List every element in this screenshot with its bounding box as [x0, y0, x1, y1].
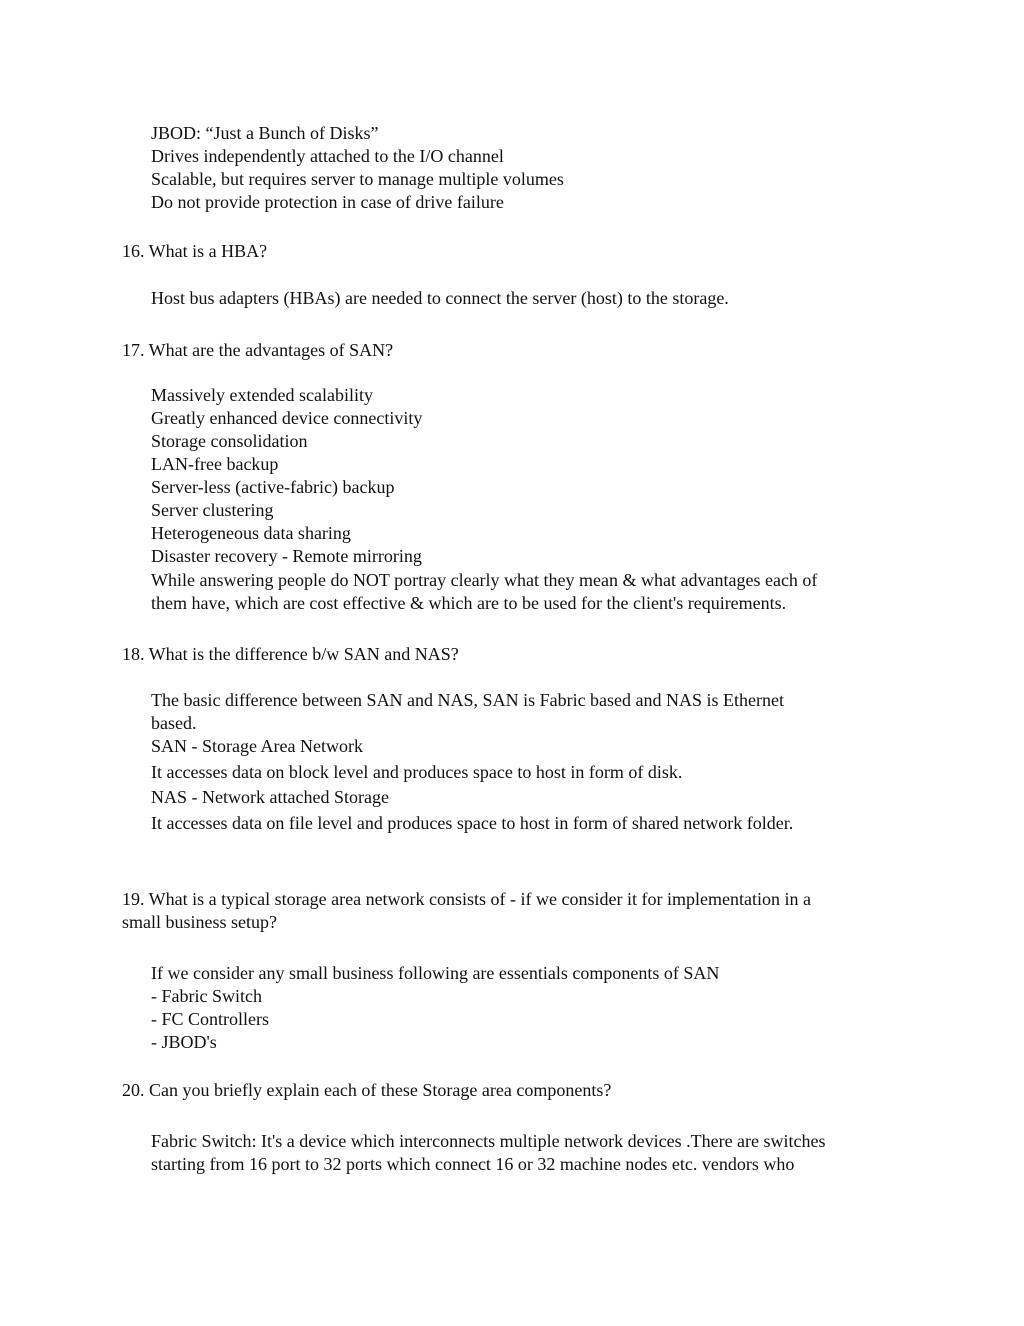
intro-line: Do not provide protection in case of drive failure [151, 192, 504, 212]
answer-17-line: Heterogeneous data sharing [151, 523, 351, 543]
answer-19-line: - FC Controllers [151, 1009, 270, 1029]
question-18: 18. What is the difference b/w SAN and NAS? [122, 644, 459, 664]
question-19-line: 19. What is a typical storage area network consists of - if we consider it for implementation in a [122, 889, 811, 909]
answer-17-line: While answering people do NOT portray clearly what they mean & what advantages each of [151, 570, 818, 590]
answer-18-line: based. [151, 713, 197, 733]
answer-17-line: LAN-free backup [151, 454, 279, 474]
answer-17-line: them have, which are cost effective & which are to be used for the client's requirements. [151, 593, 787, 613]
answer-19-line: - JBOD's [151, 1032, 217, 1052]
answer-19-line: - Fabric Switch [151, 986, 262, 1006]
question-20: 20. Can you briefly explain each of these Storage area components? [122, 1080, 612, 1100]
answer-20-line: starting from 16 port to 32 ports which connect 16 or 32 machine nodes etc. vendors who [151, 1154, 795, 1174]
answer-17-line: Disaster recovery - Remote mirroring [151, 546, 422, 566]
answer-18-line: It accesses data on file level and produces space to host in form of shared network folder. [151, 813, 794, 833]
question-16: 16. What is a HBA? [122, 241, 268, 261]
answer-17-line: Greatly enhanced device connectivity [151, 408, 423, 428]
question-19-line: small business setup? [122, 912, 277, 932]
answer-20-line: Fabric Switch: It's a device which interconnects multiple network devices .There are switches [151, 1131, 826, 1151]
answer-17-line: Massively extended scalability [151, 385, 373, 405]
question-17: 17. What are the advantages of SAN? [122, 340, 394, 360]
intro-line: Drives independently attached to the I/O channel [151, 146, 504, 166]
answer-18-line: The basic difference between SAN and NAS, SAN is Fabric based and NAS is Ethernet [151, 690, 785, 710]
answer-18-line: It accesses data on block level and produces space to host in form of disk. [151, 762, 683, 782]
intro-line: JBOD: “Just a Bunch of Disks” [151, 123, 379, 143]
answer-18-line: NAS - Network attached Storage [151, 787, 389, 807]
answer-16: Host bus adapters (HBAs) are needed to connect the server (host) to the storage. [151, 288, 729, 308]
intro-line: Scalable, but requires server to manage multiple volumes [151, 169, 564, 189]
answer-18-line: SAN - Storage Area Network [151, 736, 363, 756]
answer-19-line: If we consider any small business following are essentials components of SAN [151, 963, 720, 983]
answer-17-line: Server clustering [151, 500, 274, 520]
answer-17-line: Server-less (active-fabric) backup [151, 477, 395, 497]
answer-17-line: Storage consolidation [151, 431, 308, 451]
